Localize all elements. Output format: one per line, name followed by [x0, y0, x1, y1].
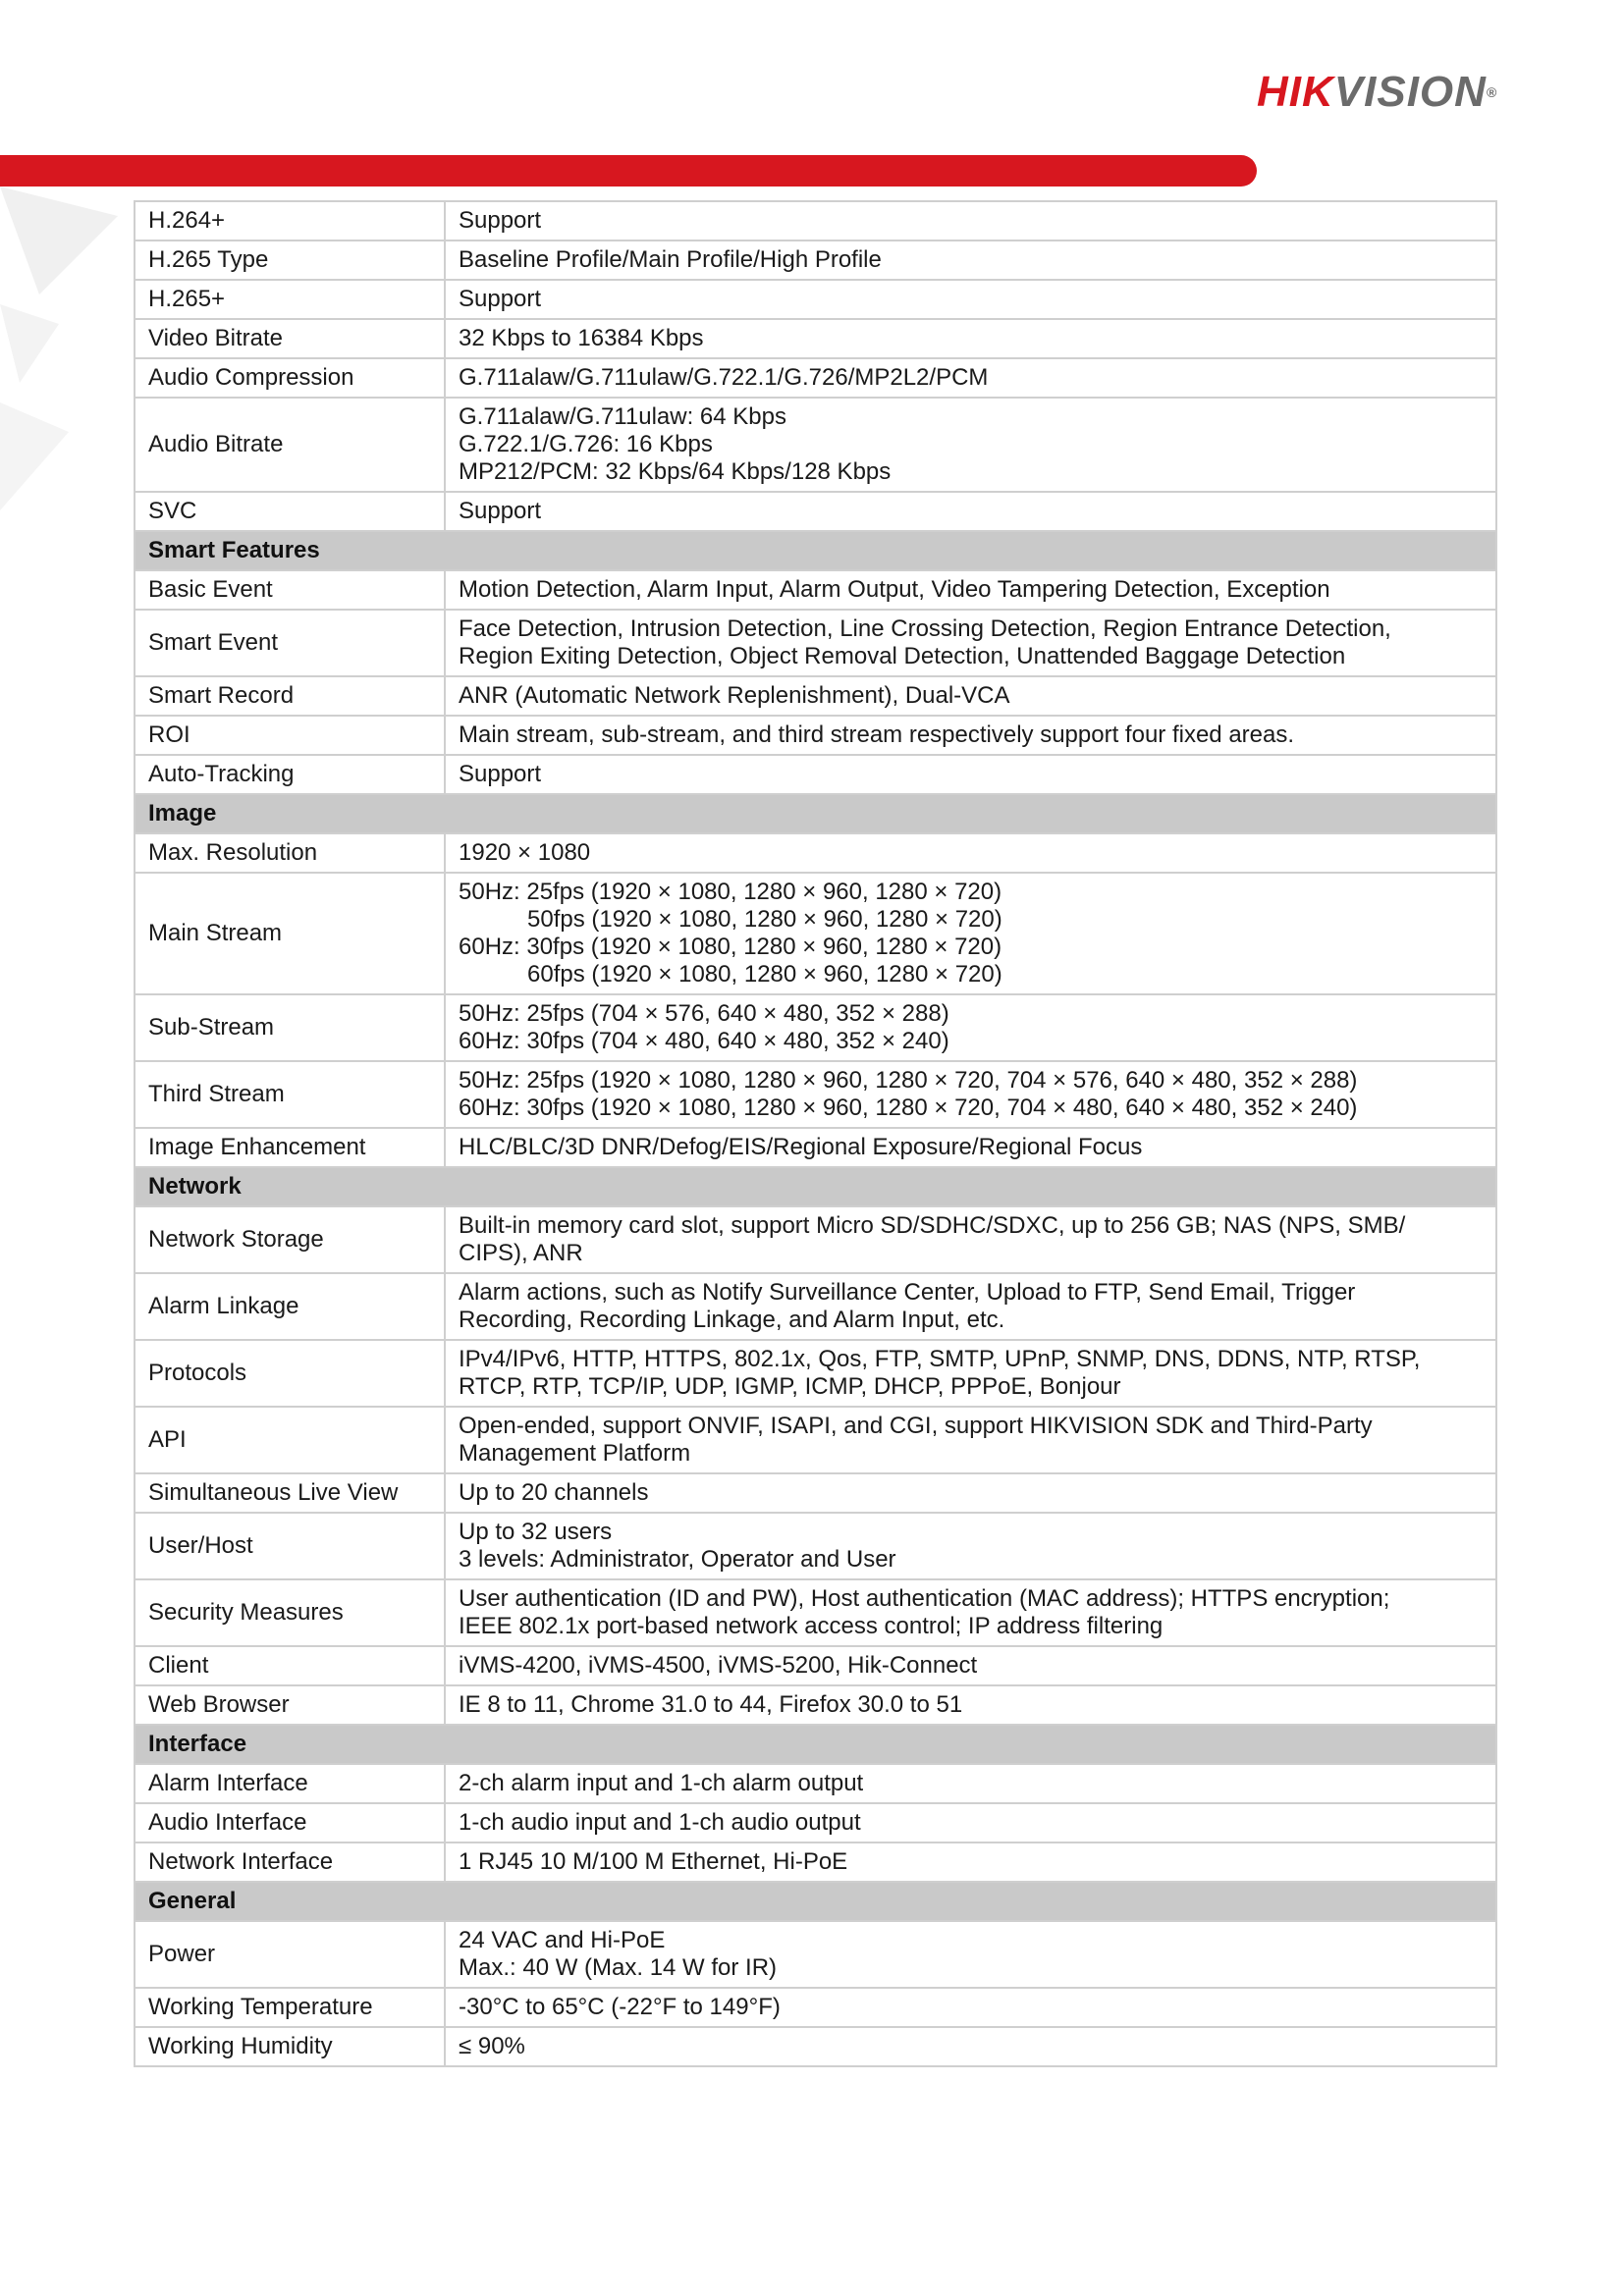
spec-label: Third Stream: [135, 1061, 445, 1128]
spec-label: Alarm Interface: [135, 1764, 445, 1803]
spec-value-line: Built-in memory card slot, support Micro SD/SDHC/SDXC, up to 256 GB; NAS (NPS, SMB/: [459, 1212, 1406, 1239]
spec-value: [445, 201, 1496, 240]
spec-value-line: 50Hz: 25fps (704 × 576, 640 × 480, 352 × 288): [459, 1000, 949, 1027]
spec-label: Security Measures: [135, 1579, 445, 1646]
spec-row: [135, 280, 1496, 319]
spec-label: SVC: [135, 492, 445, 531]
spec-value-line: CIPS), ANR: [459, 1240, 583, 1266]
spec-row: [135, 1988, 1496, 2027]
spec-value: [445, 755, 1496, 794]
spec-value-line: G.711alaw/G.711ulaw: 64 Kbps: [459, 403, 786, 430]
spec-label: Network Storage: [135, 1206, 445, 1273]
spec-value-line: User authentication (ID and PW), Host authentication (MAC address); HTTPS encryption;: [459, 1585, 1390, 1612]
spec-value-line: ≤ 90%: [459, 2033, 525, 2059]
spec-value-line: IPv4/IPv6, HTTP, HTTPS, 802.1x, Qos, FTP, SMTP, UPnP, SNMP, DNS, DDNS, NTP, RTSP,: [459, 1346, 1421, 1372]
spec-value-line: Max.: 40 W (Max. 14 W for IR): [459, 1954, 778, 1981]
spec-label: H.264+: [135, 201, 445, 240]
spec-value: [445, 1685, 1496, 1725]
specification-table-body: [135, 201, 1496, 2066]
spec-value: [445, 2027, 1496, 2066]
spec-label: Protocols: [135, 1340, 445, 1407]
section-title: Image: [135, 794, 1496, 833]
spec-value-line: Main stream, sub-stream, and third stream respectively support four fixed areas.: [459, 721, 1295, 748]
spec-label: Smart Record: [135, 676, 445, 716]
spec-value-line: Region Exiting Detection, Object Removal Detection, Unattended Baggage Detection: [459, 643, 1346, 669]
spec-value: [445, 1764, 1496, 1803]
spec-value: [445, 1579, 1496, 1646]
spec-row: [135, 492, 1496, 531]
spec-value-line: G.711alaw/G.711ulaw/G.722.1/G.726/MP2L2/PCM: [459, 364, 989, 391]
spec-row: [135, 833, 1496, 873]
spec-value: [445, 1988, 1496, 2027]
spec-value: [445, 1473, 1496, 1513]
spec-label: Client: [135, 1646, 445, 1685]
spec-value: [445, 492, 1496, 531]
spec-row: [135, 319, 1496, 358]
spec-value-line: Motion Detection, Alarm Input, Alarm Output, Video Tampering Detection, Exception: [459, 576, 1330, 603]
spec-value: [445, 280, 1496, 319]
spec-row: [135, 1340, 1496, 1407]
spec-value: [445, 1513, 1496, 1579]
spec-value: [445, 1128, 1496, 1167]
spec-value-line: Alarm actions, such as Notify Surveillance Center, Upload to FTP, Send Email, Trigger: [459, 1279, 1356, 1306]
section-header-row: [135, 1725, 1496, 1764]
spec-label: Main Stream: [135, 873, 445, 994]
spec-row: [135, 994, 1496, 1061]
spec-row: [135, 716, 1496, 755]
spec-row: [135, 1407, 1496, 1473]
spec-label: Web Browser: [135, 1685, 445, 1725]
spec-value-line: RTCP, RTP, TCP/IP, UDP, IGMP, ICMP, DHCP, PPPoE, Bonjour: [459, 1373, 1121, 1400]
spec-value: [445, 994, 1496, 1061]
spec-value: [445, 833, 1496, 873]
background-watermark-shape: [0, 187, 137, 520]
spec-label: Power: [135, 1921, 445, 1988]
spec-value-line: 1 RJ45 10 M/100 M Ethernet, Hi-PoE: [459, 1848, 848, 1875]
spec-row: [135, 358, 1496, 398]
spec-value-line: -30°C to 65°C (-22°F to 149°F): [459, 1994, 781, 2020]
spec-row: [135, 1764, 1496, 1803]
registered-mark: ®: [1486, 84, 1498, 100]
spec-value-line: 60Hz: 30fps (1920 × 1080, 1280 × 960, 1280 × 720): [459, 934, 1002, 960]
spec-value: [445, 1061, 1496, 1128]
logo-text-gray: VISION: [1333, 68, 1487, 116]
spec-row: [135, 2027, 1496, 2066]
spec-row: [135, 1061, 1496, 1128]
specification-table: [134, 200, 1497, 2067]
section-title: Network: [135, 1167, 1496, 1206]
spec-value: [445, 1273, 1496, 1340]
spec-label: Auto-Tracking: [135, 755, 445, 794]
spec-value: [445, 240, 1496, 280]
spec-value: [445, 1803, 1496, 1842]
spec-row: [135, 755, 1496, 794]
spec-value: [445, 676, 1496, 716]
spec-label: H.265+: [135, 280, 445, 319]
spec-label: Audio Bitrate: [135, 398, 445, 492]
spec-value: [445, 398, 1496, 492]
spec-label: Audio Compression: [135, 358, 445, 398]
header-red-bar: [0, 155, 1257, 187]
spec-value: [445, 358, 1496, 398]
spec-value: [445, 716, 1496, 755]
spec-value-line: Baseline Profile/Main Profile/High Profile: [459, 246, 882, 273]
spec-row: [135, 398, 1496, 492]
section-header-row: [135, 1882, 1496, 1921]
spec-row: [135, 676, 1496, 716]
spec-value-line: 2-ch alarm input and 1-ch alarm output: [459, 1770, 864, 1796]
spec-label: H.265 Type: [135, 240, 445, 280]
spec-value-line: 60Hz: 30fps (704 × 480, 640 × 480, 352 × 240): [459, 1028, 949, 1054]
spec-row: [135, 1685, 1496, 1725]
logo-text-red: HIK: [1257, 68, 1334, 116]
spec-value-line: Open-ended, support ONVIF, ISAPI, and CGI, support HIKVISION SDK and Third-Party: [459, 1413, 1373, 1439]
spec-value: [445, 1340, 1496, 1407]
spec-value-line: MP212/PCM: 32 Kbps/64 Kbps/128 Kbps: [459, 458, 892, 485]
spec-value: [445, 570, 1496, 610]
spec-value-line: 50Hz: 25fps (1920 × 1080, 1280 × 960, 1280 × 720): [459, 879, 1002, 905]
spec-row: [135, 1473, 1496, 1513]
spec-label: Alarm Linkage: [135, 1273, 445, 1340]
spec-row: [135, 610, 1496, 676]
spec-label: Working Humidity: [135, 2027, 445, 2066]
spec-value-line: IE 8 to 11, Chrome 31.0 to 44, Firefox 30.0 to 51: [459, 1691, 963, 1718]
spec-value-line: Face Detection, Intrusion Detection, Line Crossing Detection, Region Entrance Detection,: [459, 615, 1391, 642]
spec-label: API: [135, 1407, 445, 1473]
spec-row: [135, 1921, 1496, 1988]
spec-label: Image Enhancement: [135, 1128, 445, 1167]
section-title: Smart Features: [135, 531, 1496, 570]
spec-value-line: Support: [459, 761, 542, 787]
spec-label: Basic Event: [135, 570, 445, 610]
spec-value: [445, 1206, 1496, 1273]
spec-row: [135, 1803, 1496, 1842]
spec-row: [135, 1128, 1496, 1167]
spec-row: [135, 1206, 1496, 1273]
spec-value: [445, 1921, 1496, 1988]
spec-label: Simultaneous Live View: [135, 1473, 445, 1513]
spec-value-line: 24 VAC and Hi-PoE: [459, 1927, 666, 1953]
spec-value-line: 50Hz: 25fps (1920 × 1080, 1280 × 960, 1280 × 720, 704 × 576, 640 × 480, 352 × 288): [459, 1067, 1358, 1094]
spec-value-line: Support: [459, 207, 542, 234]
spec-label: Audio Interface: [135, 1803, 445, 1842]
spec-value-line: iVMS-4200, iVMS-4500, iVMS-5200, Hik-Connect: [459, 1652, 978, 1679]
spec-value-line: 50fps (1920 × 1080, 1280 × 960, 1280 × 720): [527, 906, 1002, 933]
spec-label: ROI: [135, 716, 445, 755]
spec-value-line: Support: [459, 286, 542, 312]
section-header-row: [135, 531, 1496, 570]
spec-value: [445, 873, 1496, 994]
spec-value: [445, 319, 1496, 358]
spec-value: [445, 1646, 1496, 1685]
spec-value-line: 32 Kbps to 16384 Kbps: [459, 325, 704, 351]
spec-value: [445, 610, 1496, 676]
spec-value-line: ANR (Automatic Network Replenishment), Dual-VCA: [459, 682, 1010, 709]
spec-label: Video Bitrate: [135, 319, 445, 358]
spec-value-line: 3 levels: Administrator, Operator and User: [459, 1546, 896, 1573]
spec-value-line: 60Hz: 30fps (1920 × 1080, 1280 × 960, 1280 × 720, 704 × 480, 640 × 480, 352 × 240): [459, 1095, 1358, 1121]
spec-value-line: 1920 × 1080: [459, 839, 591, 866]
spec-value-line: Up to 20 channels: [459, 1479, 649, 1506]
spec-label: Working Temperature: [135, 1988, 445, 2027]
spec-value-line: HLC/BLC/3D DNR/Defog/EIS/Regional Exposure/Regional Focus: [459, 1134, 1143, 1160]
spec-row: [135, 1842, 1496, 1882]
spec-label: User/Host: [135, 1513, 445, 1579]
spec-label: Smart Event: [135, 610, 445, 676]
spec-value-line: Support: [459, 498, 542, 524]
spec-row: [135, 873, 1496, 994]
spec-row: [135, 240, 1496, 280]
spec-value-line: Management Platform: [459, 1440, 691, 1467]
spec-value: [445, 1407, 1496, 1473]
spec-value-line: Recording, Recording Linkage, and Alarm Input, etc.: [459, 1307, 1005, 1333]
section-header-row: [135, 1167, 1496, 1206]
section-header-row: [135, 794, 1496, 833]
spec-value-line: G.722.1/G.726: 16 Kbps: [459, 431, 713, 457]
spec-value-line: Up to 32 users: [459, 1519, 613, 1545]
spec-row: [135, 1513, 1496, 1579]
spec-value-line: 1-ch audio input and 1-ch audio output: [459, 1809, 861, 1836]
spec-value: [445, 1842, 1496, 1882]
spec-label: Network Interface: [135, 1842, 445, 1882]
spec-row: [135, 1646, 1496, 1685]
spec-row: [135, 1273, 1496, 1340]
spec-value-line: IEEE 802.1x port-based network access control; IP address filtering: [459, 1613, 1164, 1639]
spec-value-line: 60fps (1920 × 1080, 1280 × 960, 1280 × 720): [527, 961, 1002, 988]
spec-label: Max. Resolution: [135, 833, 445, 873]
section-title: Interface: [135, 1725, 1496, 1764]
spec-row: [135, 570, 1496, 610]
spec-label: Sub-Stream: [135, 994, 445, 1061]
spec-row: [135, 201, 1496, 240]
section-title: General: [135, 1882, 1496, 1921]
spec-row: [135, 1579, 1496, 1646]
hikvision-logo: [1257, 68, 1498, 116]
